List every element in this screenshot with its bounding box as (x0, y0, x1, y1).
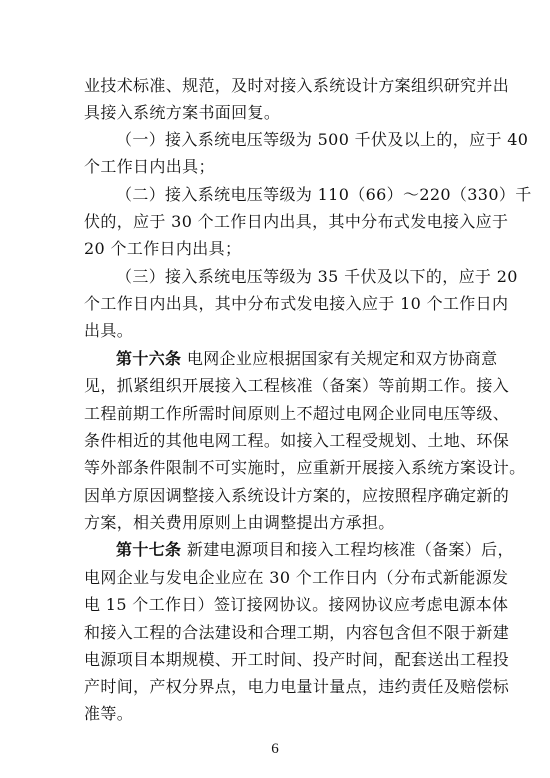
body-text-line: 业技术标准、规范，及时对接入系统设计方案组织研究并出 (84, 76, 510, 95)
article-16-line (116, 345, 550, 373)
list-item-line: （一）接入系统电压等级为 500 千伏及以上的，应于 40 (116, 130, 529, 149)
page-number: 6 (271, 741, 279, 757)
article-17-line (116, 536, 550, 564)
body-text-line: 条件相近的其他电网工程。如接入工程受规划、土地、环保 (84, 431, 510, 450)
body-text-line: 因单方原因调整接入系统设计方案的，应按照程序确定新的 (84, 486, 510, 505)
body-text-line: 和接入工程的合法建设和合理工期，内容包含但不限于新建 (84, 623, 510, 642)
list-item-line: （二）接入系统电压等级为 110（66）～220（330）千 (116, 185, 532, 204)
list-item-line: 20 个工作日内出具； (84, 239, 242, 258)
body-text-line: 电源项目本期规模、开工时间、投产时间，配套送出工程投 (84, 650, 510, 669)
article-heading: 第十七条 (116, 540, 182, 559)
body-text-line: 具接入系统方案书面回复。 (84, 103, 281, 122)
body-text-line: 产时间，产权分界点，电力电量计量点，违约责任及赔偿标 (84, 677, 510, 696)
list-item-line: 个工作日内出具； (84, 157, 215, 176)
body-text-line: 方案，相关费用原则上由调整提出方承担。 (84, 513, 395, 532)
article-heading: 第十六条 (116, 349, 182, 368)
body-text-line: 等外部条件限制不可实施时，应重新开展接入系统方案设计。 (84, 458, 526, 477)
list-item-line: 伏的，应于 30 个工作日内出具，其中分布式发电接入应于 (84, 212, 509, 231)
body-text-line: 准等。 (84, 704, 134, 723)
article-text: 新建电源项目和接入工程均核准（备案）后， (181, 540, 514, 559)
article-text: 电网企业应根据国家有关规定和双方协商意 (181, 349, 498, 368)
list-item-line: 个工作日内出具，其中分布式发电接入应于 10 个工作日内 (84, 294, 509, 313)
body-text-line: 电 15 个工作日）签订接网协议。接网协议应考虑电源本体 (84, 595, 509, 614)
list-item-line: 出具。 (84, 321, 134, 340)
list-item-line: （三）接入系统电压等级为 35 千伏及以下的，应于 20 (116, 267, 518, 286)
body-text-line: 工程前期工作所需时间原则上不超过电网企业同电压等级、 (84, 404, 510, 423)
body-text-line: 见，抓紧组织开展接入工程核准（备案）等前期工作。接入 (84, 376, 510, 395)
body-text-line: 电网企业与发电企业应在 30 个工作日内（分布式新能源发 (84, 568, 509, 587)
